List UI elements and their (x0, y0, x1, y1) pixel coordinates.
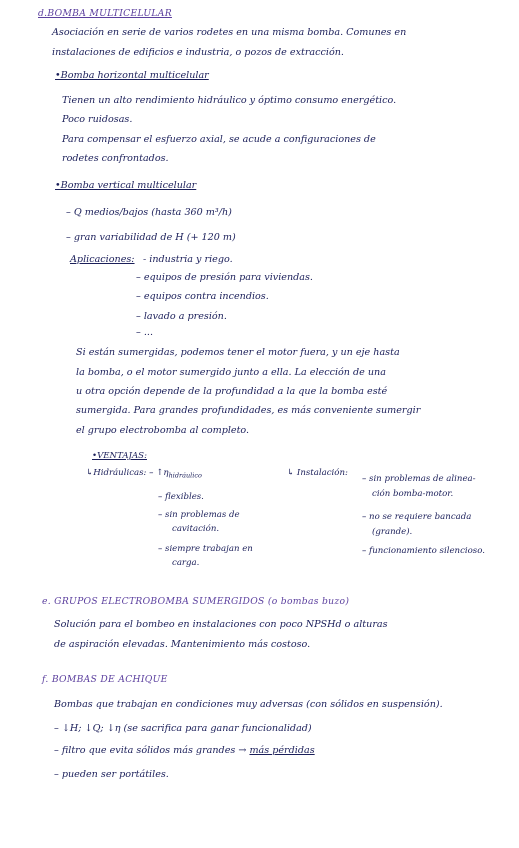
hydraulic-advantage-no-cavitation-cont: cavitación. (172, 524, 220, 534)
hydraulic-advantage-flexible: – flexibles. (158, 492, 204, 502)
application-item-4: – lavado a presión. (136, 311, 227, 322)
more-losses-underlined: más pérdidas (249, 745, 315, 756)
application-item-2: – equipos de presión para viviendas. (136, 272, 313, 283)
application-item-5: – ... (136, 327, 153, 338)
vertical-paragraph-line-3: u otra opción depende de la profundidad a la que la bomba esté (76, 386, 388, 397)
advantages-title: •VENTAJAS: (92, 451, 147, 461)
installation-advantage-silent: – funcionamiento silencioso. (362, 546, 485, 556)
horizontal-line-2: Poco ruidosas. (62, 114, 133, 125)
section-f-line-2: – ↓H; ↓Q; ↓η (se sacrifica para ganar funcionalidad) (54, 723, 312, 734)
hydraulic-advantage-no-cavitation: – sin problemas de (158, 510, 240, 520)
section-d-intro-line-1: Asociación en serie de varios rodetes en una misma bomba. Comunes en (52, 27, 407, 38)
vertical-paragraph-line-4: sumergida. Para grandes profundidades, es más conveniente sumergir (76, 405, 421, 416)
installation-advantage-no-base: – no se requiere bancada (362, 512, 472, 522)
section-f-line-4: – pueden ser portátiles. (54, 769, 169, 780)
application-item-1: - industria y riego. (143, 254, 233, 265)
section-f-title: f. BOMBAS DE ACHIQUE (42, 674, 168, 685)
installation-advantage-no-base-cont: (grande). (372, 527, 413, 537)
hydraulic-advantage-load-cont: carga. (172, 558, 200, 568)
horizontal-line-1: Tienen un alto rendimiento hidráulico y óptimo consumo energético. (62, 95, 397, 106)
vertical-paragraph-line-1: Si están sumergidas, podemos tener el motor fuera, y un eje hasta (76, 347, 400, 358)
applications-label: Aplicaciones: (70, 254, 135, 265)
installation-advantage-alignment-cont: ción bomba-motor. (372, 489, 454, 499)
installation-advantage-alignment: – sin problemas de alinea- (362, 474, 476, 484)
section-f-line-3: – filtro que evita sólidos más grandes → más pérdidas (54, 745, 315, 756)
horizontal-pump-title: •Bomba horizontal multicelular (55, 70, 209, 81)
section-e-line-1: Solución para el bombeo en instalaciones con poco NPSHd o alturas (54, 619, 388, 630)
hydraulic-advantages-label: ↳Hidráulicas: – $↑\eta_{hidráulico}$ (86, 468, 202, 480)
section-e-line-2: de aspiración elevadas. Mantenimiento más costoso. (54, 639, 311, 650)
installation-advantages-label: ↳ Instalación: (287, 468, 348, 478)
vertical-line-2: – gran variabilidad de H (+ 120 m) (66, 232, 236, 243)
section-d-title: d.BOMBA MULTICELULAR (38, 8, 172, 19)
section-d-intro-line-2: instalaciones de edificios e industria, o pozos de extracción. (52, 47, 344, 58)
vertical-paragraph-line-5: el grupo electrobomba al completo. (76, 425, 250, 436)
hydraulic-advantage-load: – siempre trabajan en (158, 544, 253, 554)
section-f-line-1: Bombas que trabajan en condiciones muy adversas (con sólidos en suspensión). (54, 699, 443, 710)
vertical-line-1: – Q medios/bajos (hasta 360 m³/h) (66, 207, 232, 218)
vertical-paragraph-line-2: la bomba, o el motor sumergido junto a ella. La elección de una (76, 367, 386, 378)
section-e-title: e. GRUPOS ELECTROBOMBA SUMERGIDOS (o bombas buzo) (42, 596, 350, 607)
vertical-pump-title: •Bomba vertical multicelular (55, 180, 197, 191)
horizontal-line-3: Para compensar el esfuerzo axial, se acude a configuraciones de (62, 134, 376, 145)
horizontal-line-4: rodetes confrontados. (62, 153, 169, 164)
application-item-3: – equipos contra incendios. (136, 291, 269, 302)
